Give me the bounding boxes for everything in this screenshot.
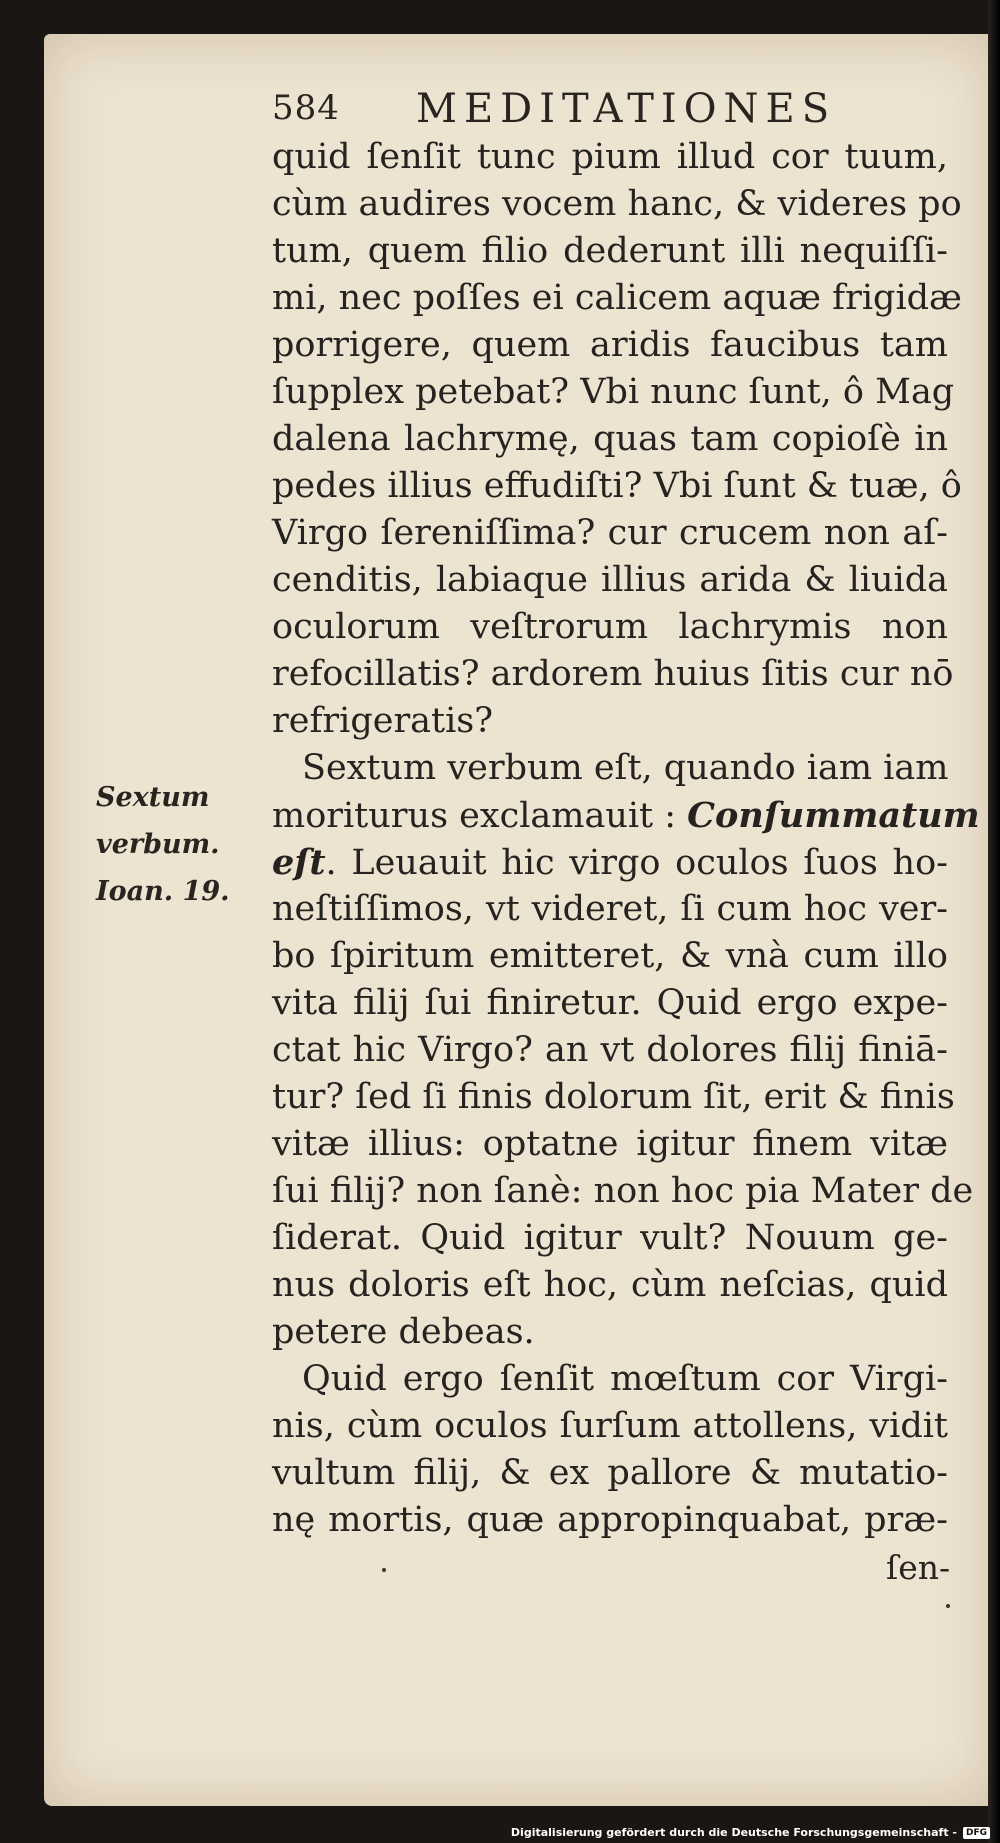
text-line: refrigeratis? (272, 701, 494, 741)
quoted-word: Conſummatum (687, 795, 980, 836)
credit-text: Digitalisierung gefördert durch die Deutsche Forschungsgemeinschaft - (510, 1826, 957, 1839)
text-line (272, 792, 980, 839)
margin-note (96, 774, 266, 915)
running-head-title: MEDITATIONES (416, 86, 837, 132)
text-line: tur? ſed ſi finis dolorum ſit, erit & finis (272, 1077, 955, 1117)
text-line: mi, nec poſſes ei calicem aquæ frigidæ (272, 278, 962, 318)
text-line: cenditis, labiaque illius arida & liuida (272, 560, 948, 600)
text-line: vitæ illius: optatne igitur finem vitæ (272, 1124, 948, 1164)
text-line: Virgo ſereniſſima? cur crucem non aſ- (272, 513, 948, 553)
catchword: ſen- (886, 1548, 951, 1587)
text-line: quid ſenſit tunc pium illud cor tuum, (272, 137, 948, 177)
text-line: nis, cùm oculos ſurſum attollens, vidit (272, 1406, 948, 1446)
text-line: nus doloris eſt hoc, cùm neſcias, quid (272, 1265, 948, 1305)
text-line: porrigere, quem aridis faucibus tam (272, 325, 948, 365)
text-line: neſtiſſimos, vt videret, ſi cum hoc ver- (272, 889, 948, 929)
text-line: tum, quem filio dederunt illi nequiſſi- (272, 231, 948, 271)
margin-note-line: Ioan. 19. (96, 876, 230, 907)
text-line: cùm audires vocem hanc, & videres po (272, 184, 962, 224)
text-line: vultum filij, & ex pallore & mutatio- (272, 1453, 948, 1493)
quoted-word: eſt (272, 842, 326, 883)
text-line: pedes illius effudiſti? Vbi ſunt & tuæ, ô (272, 466, 962, 506)
text-line: bo ſpiritum emitteret, & vnà cum illo (272, 936, 948, 976)
book-spine-shadow (988, 0, 1000, 1843)
page-number: 584 (272, 88, 340, 128)
text-line: ctat hic Virgo? an vt dolores filij finiā- (272, 1030, 948, 1070)
text-span: moriturus exclamauit : (272, 796, 688, 836)
text-line: Sextum verbum eſt, quando iam iam (302, 748, 949, 788)
ink-speck (946, 1604, 950, 1608)
body-text (272, 134, 980, 1544)
text-span: . Leuauit hic virgo oculos ſuos ho- (325, 843, 948, 883)
text-line: ſiderat. Quid igitur vult? Nouum ge- (272, 1218, 948, 1258)
text-line: dalena lachrymę, quas tam copioſè in (272, 419, 948, 459)
text-line: Quid ergo ſenſit mœſtum cor Virgi- (302, 1359, 948, 1399)
dfg-logo: DFG (963, 1827, 990, 1839)
text-line: ſupplex petebat? Vbi nunc ſunt, ô Mag (272, 372, 955, 412)
running-head (0, 80, 1000, 130)
text-line: ſui filij? non ſanè: non hoc pia Mater de (272, 1171, 974, 1211)
text-line: oculorum veſtrorum lachrymis non (272, 607, 948, 647)
text-line: nę mortis, quæ appropinquabat, præ- (272, 1500, 948, 1540)
text-line: vita filij ſui finiretur. Quid ergo expe- (272, 983, 948, 1023)
margin-note-line: verbum. (96, 829, 220, 860)
text-line: petere debeas. (272, 1312, 535, 1352)
digitization-credit (511, 1826, 990, 1839)
text-line: refocillatis? ardorem huius ſitis cur nō (272, 654, 954, 694)
ink-speck (382, 1568, 386, 1572)
margin-note-line: Sextum (96, 782, 210, 813)
text-line (272, 839, 948, 886)
